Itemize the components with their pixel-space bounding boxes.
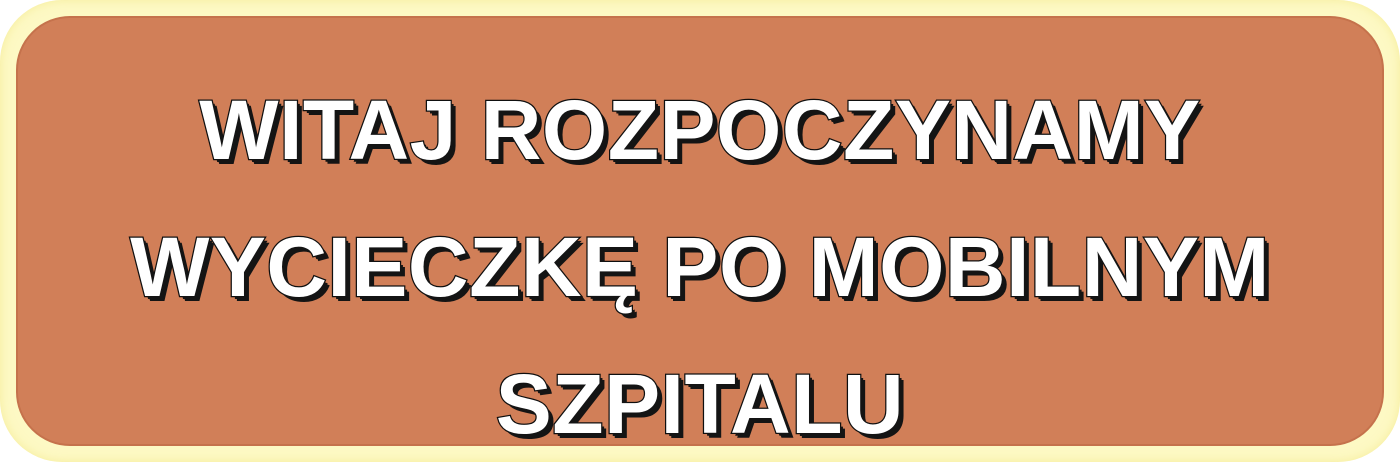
banner-title-line-2: WYCIECZKĘ PO MOBILNYM <box>130 220 1270 314</box>
banner-title <box>18 62 1382 473</box>
banner-title-line-3: SZPITALU <box>495 357 905 451</box>
banner-panel <box>16 16 1384 451</box>
banner-title-line-1: WITAJ ROZPOCZYNAMY <box>199 83 1201 177</box>
